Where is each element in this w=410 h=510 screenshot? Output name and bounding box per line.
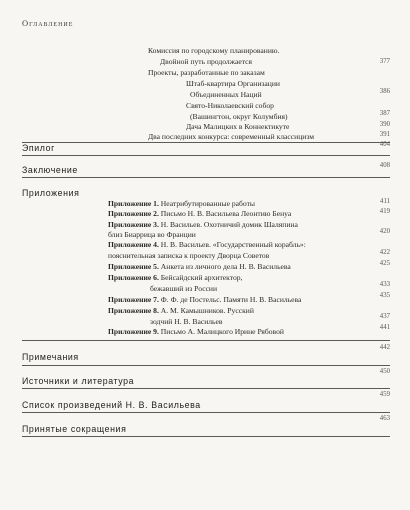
appendix-label: Приложение 4. [108, 240, 159, 249]
toc-page-number: 408 [379, 162, 390, 169]
toc-page-number: 435 [379, 292, 390, 299]
toc-entry: Проекты, разработанные по заказам [148, 68, 265, 77]
appendix-entry [108, 209, 291, 218]
appendix-label: Приложение 7. [108, 295, 159, 304]
toc-entry: Штаб-квартира Организации [186, 79, 280, 88]
section-rule [22, 436, 390, 437]
toc-page-number: 391 [379, 131, 390, 138]
toc-page-number: 450 [379, 368, 390, 375]
appendix-title: А. М. Камышников. Русский [160, 306, 254, 315]
appendix-label: Приложение 5. [108, 262, 159, 271]
section-abbreviations: Принятые сокращения [22, 424, 127, 434]
appendix-title: Н. В. Васильев. «Государственный корабль»: [160, 240, 306, 249]
appendix-continuation: зодчий Н. В. Васильев [150, 317, 223, 326]
toc-entry: Двойной путь продолжается [160, 57, 252, 66]
appendix-title: Анкета из личного дела Н. В. Васильева [160, 262, 291, 271]
appendix-continuation: бежавший из России [150, 284, 218, 293]
appendix-entry [108, 327, 284, 336]
appendix-entry [108, 240, 306, 249]
section-rule [22, 365, 390, 366]
appendix-continuation: пояснительная записка к проекту Дворца Советов [108, 251, 270, 260]
appendix-entry [108, 262, 291, 271]
toc-page-number: 411 [380, 198, 390, 205]
section-conclusion: Заключение [22, 165, 78, 175]
toc-page-number: 419 [379, 208, 390, 215]
appendix-title: Ф. Ф. де Постельс. Памяти Н. В. Васильева [160, 295, 302, 304]
appendix-label: Приложение 6. [108, 273, 159, 282]
appendix-label: Приложение 8. [108, 306, 159, 315]
appendix-continuation: близ Биаррица во Франции [108, 230, 196, 239]
toc-page-number: 442 [379, 344, 390, 351]
section-rule [22, 142, 390, 143]
toc-page-number: 386 [379, 88, 390, 95]
toc-entry: Объединенных Наций [190, 90, 262, 99]
section-epilog: Эпилог [22, 143, 55, 153]
toc-page-number: 463 [379, 415, 390, 422]
toc-page-number: 425 [379, 260, 390, 267]
section-rule [22, 388, 390, 389]
appendix-label: Приложение 2. [108, 209, 159, 218]
page-header: Оглавление [22, 18, 74, 28]
toc-page-number: 459 [379, 391, 390, 398]
toc-page-number: 404 [379, 141, 390, 148]
section-sources: Источники и литература [22, 376, 135, 386]
toc-entry: (Вашингтон, округ Колумбия) [190, 112, 288, 121]
appendix-title: Неатрибутированные работы [160, 199, 256, 208]
appendix-entry [108, 273, 242, 282]
appendix-title: Письмо Н. В. Васильева Леонтию Бенуа [160, 209, 292, 218]
section-rule [22, 155, 390, 156]
toc-entry: Комиссия по городскому планированию. [148, 46, 280, 55]
section-rule [22, 412, 390, 413]
toc-page-number: 422 [379, 249, 390, 256]
appendix-entry [108, 220, 298, 229]
toc-entry: Дача Малицких в Коннектикуте [186, 122, 290, 131]
appendix-entry [108, 295, 301, 304]
section-rule [22, 340, 390, 341]
toc-page-number: 441 [379, 324, 390, 331]
appendix-title: Н. Васильев. Охотничий домик Шаляпина [160, 220, 298, 229]
appendix-label: Приложение 3. [108, 220, 159, 229]
section-rule [22, 177, 390, 178]
toc-entry: Два последних конкурса: современный классицизм [148, 132, 315, 141]
toc-entry: Свято-Николаевский собор [186, 101, 274, 110]
appendix-entry [108, 199, 255, 208]
appendix-label: Приложение 1. [108, 199, 159, 208]
section-works: Список произведений Н. В. Васильева [22, 400, 201, 410]
appendix-title: Бейсайдский архитектор, [160, 273, 243, 282]
appendix-label: Приложение 9. [108, 327, 159, 336]
toc-page-number: 437 [379, 313, 390, 320]
toc-page-number: 433 [379, 281, 390, 288]
toc-page-number: 420 [379, 228, 390, 235]
toc-page-number: 387 [379, 110, 390, 117]
appendix-entry [108, 306, 254, 315]
section-appendices: Приложения [22, 188, 80, 198]
toc-page-number: 377 [379, 58, 390, 65]
section-notes: Примечания [22, 352, 79, 362]
appendix-title: Письмо А. Малицкого Ирине Рябовой [160, 327, 284, 336]
toc-page-number: 390 [379, 121, 390, 128]
